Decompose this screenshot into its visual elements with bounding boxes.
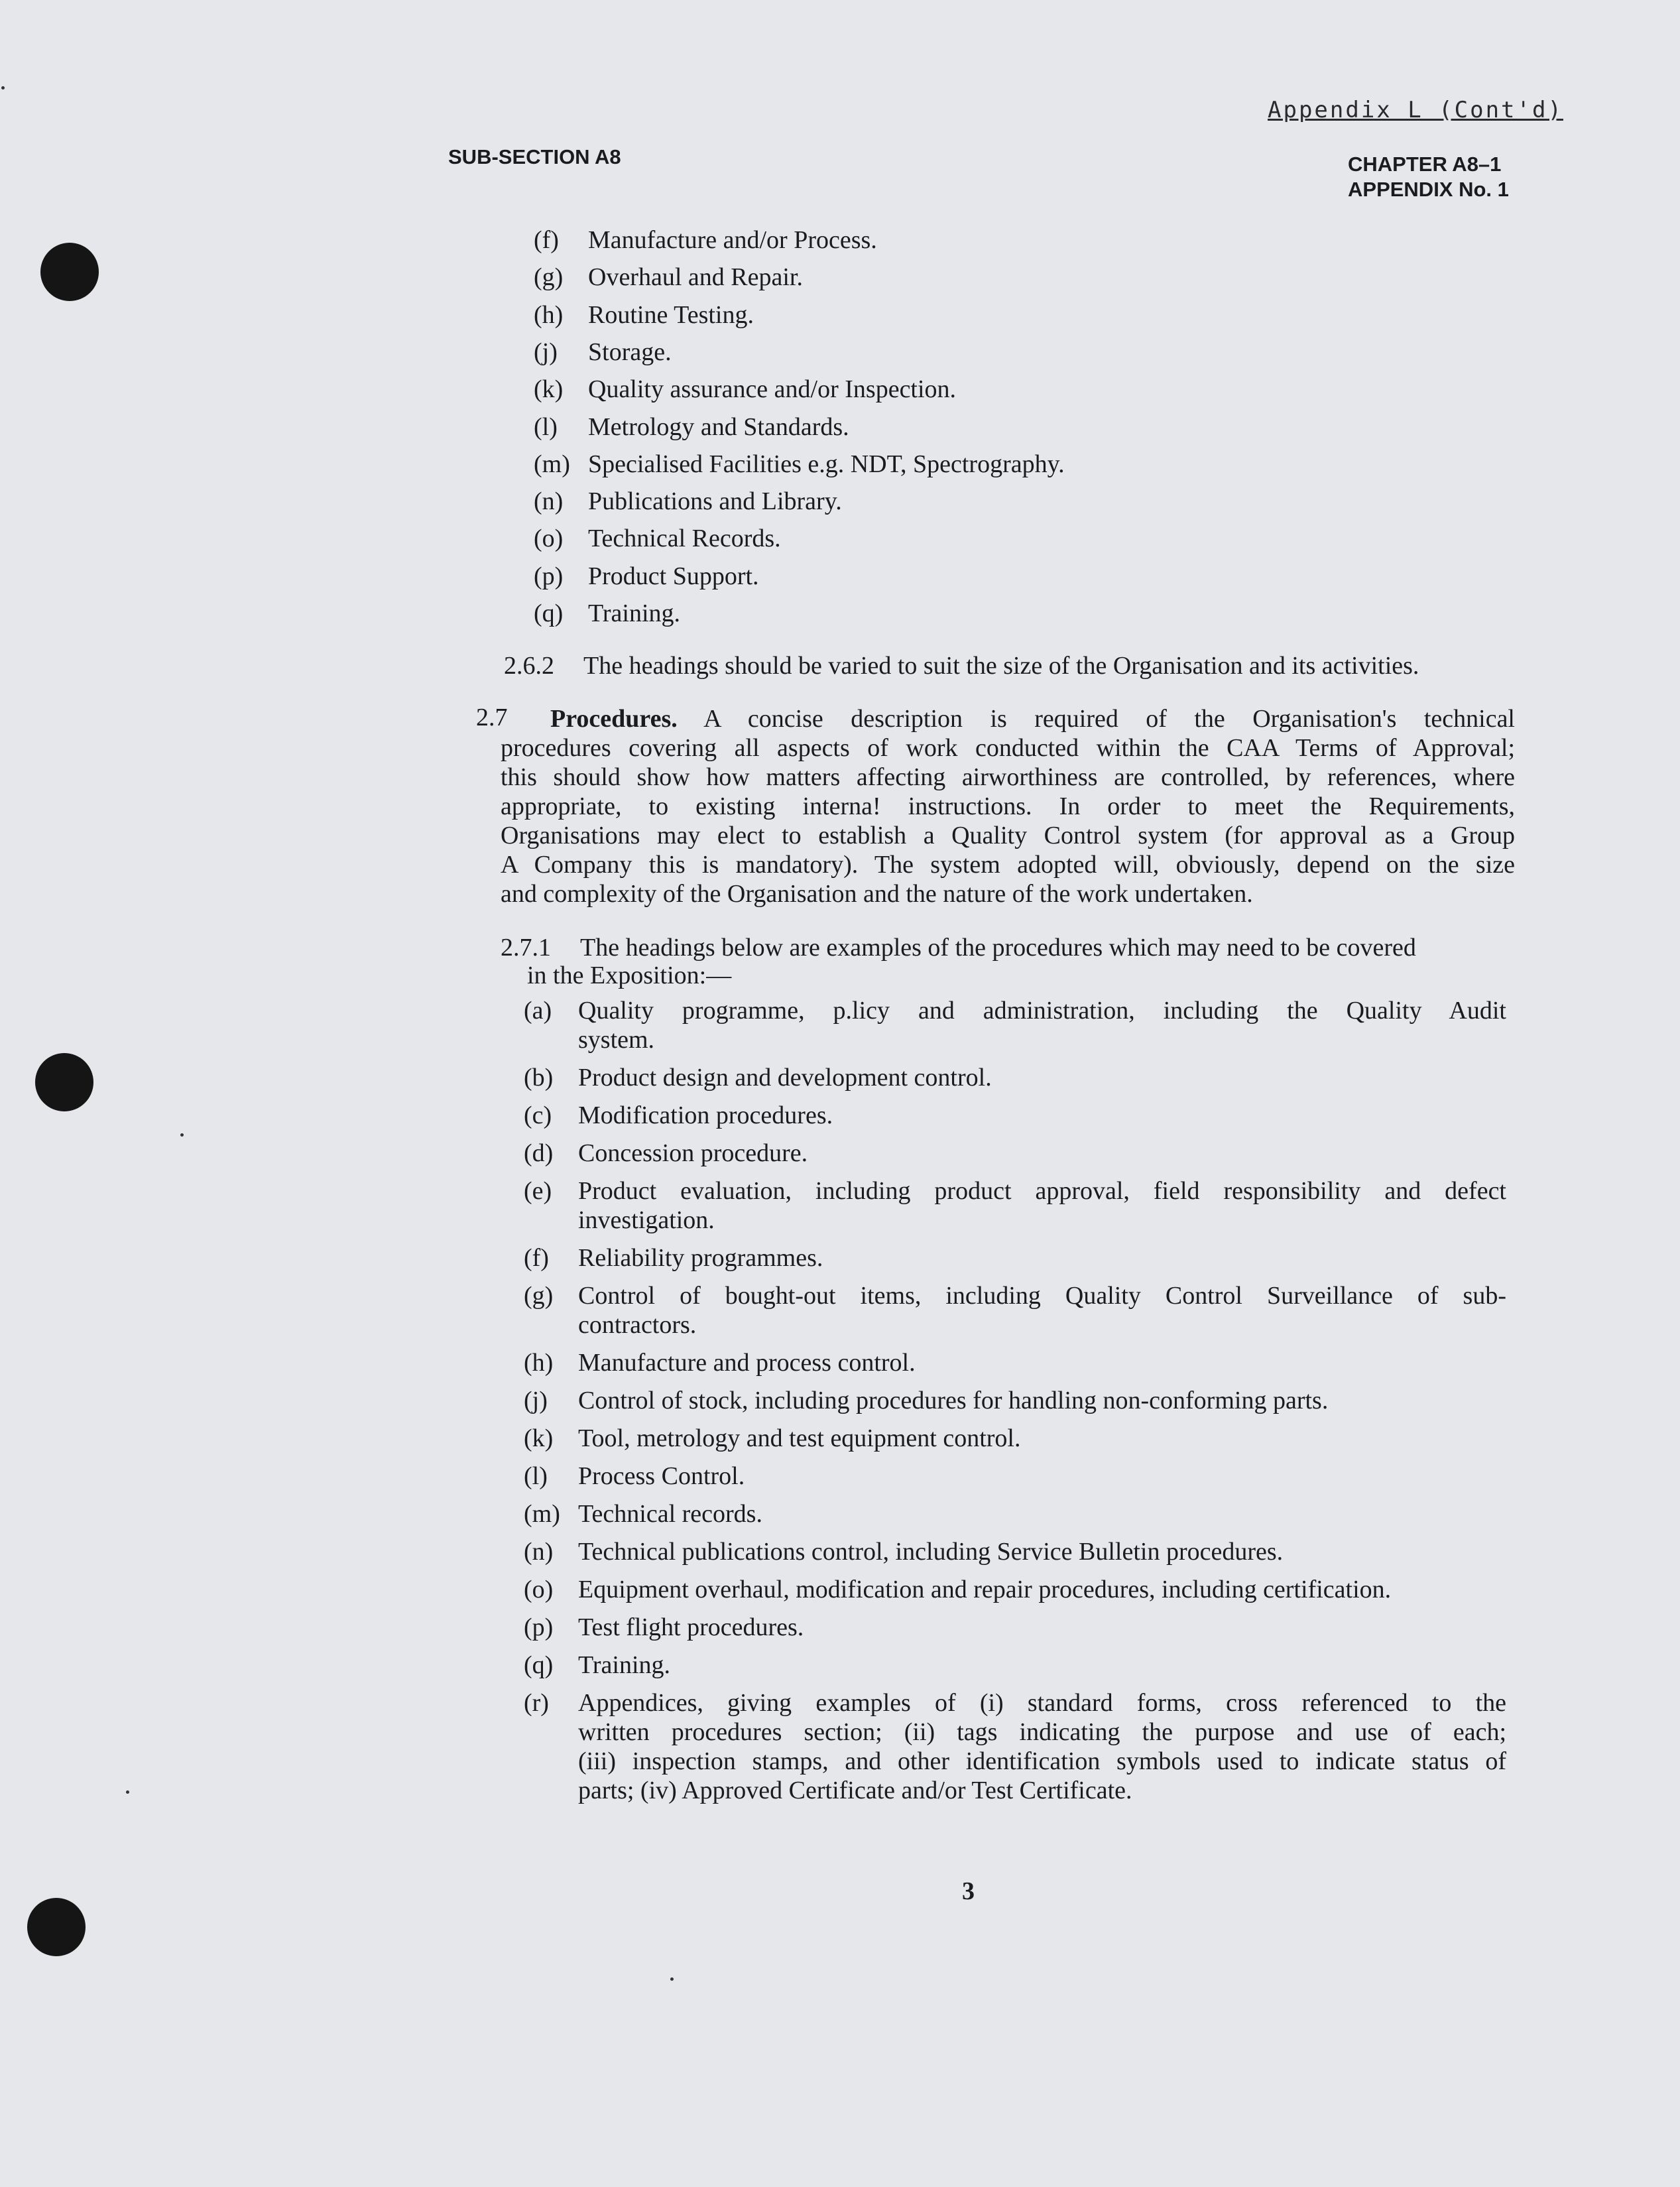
list-item: [524, 1611, 1512, 1643]
list-item: [524, 1385, 1512, 1416]
list-item-text: Product evaluation, including product approval, field responsibility and defect: [578, 1177, 1506, 1205]
paragraph-number: 2.7.1: [501, 934, 551, 962]
list-item-label: (f): [534, 226, 559, 254]
list-item: [534, 560, 759, 592]
list-item-label: (o): [524, 1576, 554, 1603]
paragraph-2-7-1: [501, 932, 1515, 989]
list-item-label: (a): [524, 997, 552, 1025]
list-item: [524, 1460, 1512, 1492]
list-item: [534, 261, 803, 293]
list-item-label: (m): [524, 1500, 560, 1528]
list-item-label: (n): [534, 487, 564, 516]
list-item-text: Test flight procedures.: [578, 1613, 804, 1641]
list-item-text: parts; (iv) Approved Certificate and/or Test Certificate.: [578, 1777, 1132, 1804]
list-item-text: Quality assurance and/or Inspection.: [588, 375, 957, 404]
list-item-text: Manufacture and process control.: [578, 1349, 916, 1377]
list-item: [524, 1422, 1512, 1454]
list-item-label: (n): [524, 1538, 554, 1566]
list-item-text: Reliability programmes.: [578, 1244, 823, 1272]
list-item-label: (c): [524, 1101, 552, 1129]
list-item-text: contractors.: [578, 1311, 697, 1339]
list-item-text: Technical Records.: [588, 525, 781, 553]
list-item-label: (h): [534, 300, 564, 329]
list-item: [524, 1175, 1512, 1234]
list-item-text: Product design and development control.: [578, 1064, 992, 1092]
list-item: [534, 597, 681, 629]
list-item: [534, 448, 1065, 480]
list-item-label: (d): [524, 1139, 554, 1167]
list-item: [524, 995, 1512, 1054]
sub-section-label: SUB-SECTION A8: [448, 145, 621, 168]
paragraph-line: appropriate, to existing interna! instructions. In order to meet the Requirements,: [501, 792, 1515, 820]
list-item-text: Routine Testing.: [588, 300, 754, 329]
paragraph-line: A Company this is mandatory). The system adopted will, obviously, depend on the size: [501, 851, 1515, 879]
list-item: [524, 1099, 1512, 1131]
list-item-label: (l): [524, 1462, 548, 1490]
list-item-text: system.: [578, 1026, 655, 1054]
list-item-text: Process Control.: [578, 1462, 745, 1490]
list-item: [524, 1137, 1512, 1169]
list-item-label: (l): [534, 412, 558, 441]
paragraph-2-7: [501, 704, 1515, 908]
paragraph-line-text: A concise description is required of the Organisation's technical: [703, 705, 1515, 733]
list-item: [524, 1347, 1512, 1379]
paragraph-text: in the Exposition:—: [527, 962, 732, 989]
list-item-text: (iii) inspection stamps, and other identification symbols used to indicate status of: [578, 1747, 1506, 1775]
list-item-text: Training.: [588, 599, 681, 627]
list-item-label: (q): [524, 1651, 554, 1679]
list-item-text: Product Support.: [588, 562, 759, 590]
list-item-text: Modification procedures.: [578, 1101, 833, 1129]
punch-hole-middle: [35, 1053, 93, 1111]
list-item-text: Technical publications control, including Service Bulletin procedures.: [578, 1538, 1284, 1566]
list-item-label: (p): [524, 1613, 554, 1641]
list-item: [524, 1536, 1512, 1568]
list-item-label: (p): [534, 562, 564, 590]
list-item: [534, 523, 781, 554]
list-item-label: (r): [524, 1689, 549, 1717]
list-item-text: Technical records.: [578, 1500, 762, 1528]
list-item-text: written procedures section; (ii) tags indicating the purpose and use of each;: [578, 1718, 1506, 1746]
paragraph-line: procedures covering all aspects of work conducted within the CAA Terms of Approval;: [501, 734, 1515, 762]
list-item-text: Equipment overhaul, modification and repair procedures, including certification.: [578, 1576, 1392, 1603]
list-item-label: (j): [524, 1387, 548, 1414]
list-item-text: Control of stock, including procedures for handling non-conforming parts.: [578, 1387, 1329, 1414]
speck: [670, 1977, 674, 1981]
list-item-label: (h): [524, 1349, 554, 1377]
punch-hole-top: [40, 243, 99, 301]
list-item-text: Concession procedure.: [578, 1139, 808, 1167]
list-item-text: Tool, metrology and test equipment control.: [578, 1424, 1021, 1452]
list-item: [534, 336, 672, 368]
procedures-heading: Procedures.: [550, 705, 678, 733]
paragraph-line: Organisations may elect to establish a Quality Control system (for approval as a Group: [501, 822, 1515, 849]
paragraph-number-2-7: 2.7: [476, 704, 508, 731]
list-item-text: Quality programme, p.licy and administration, including the Quality Audit: [578, 997, 1506, 1025]
list-item: [524, 1062, 1512, 1094]
punch-hole-bottom: [27, 1898, 86, 1956]
list-item-label: (m): [534, 450, 570, 478]
appendix-label: APPENDIX No. 1: [1348, 178, 1509, 201]
list-item-text: Manufacture and/or Process.: [588, 226, 877, 254]
list-item-label: (e): [524, 1177, 552, 1205]
list-item: [524, 1280, 1512, 1339]
list-item-text: Storage.: [588, 338, 672, 366]
paragraph-line: and complexity of the Organisation and the nature of the work undertaken.: [501, 880, 1253, 908]
list-item-label: (q): [534, 599, 564, 627]
list-item: [534, 373, 957, 405]
list-item-label: (g): [534, 263, 564, 292]
handwritten-note: Appendix L (Cont'd): [1268, 97, 1563, 123]
list-item-label: (g): [524, 1282, 554, 1310]
list-item-label: (o): [534, 525, 564, 553]
list-item-text: Training.: [578, 1651, 671, 1679]
list-item-label: (j): [534, 338, 558, 366]
paragraph-text: The headings below are examples of the procedures which may need to be covered: [580, 934, 1416, 962]
list-item-text: Overhaul and Repair.: [588, 263, 803, 292]
paragraph-text: The headings should be varied to suit the size of the Organisation and its activities.: [583, 652, 1419, 680]
page-number: 3: [962, 1877, 975, 1905]
paragraph-line: this should show how matters affecting airworthiness are controlled, by references, where: [501, 763, 1515, 791]
list-item-label: (b): [524, 1064, 554, 1092]
list-item-text: Metrology and Standards.: [588, 412, 849, 441]
list-item: [534, 224, 877, 256]
chapter-label: CHAPTER A8–1: [1348, 153, 1502, 176]
list-item: [524, 1242, 1512, 1274]
list-item: [534, 485, 842, 517]
paragraph-2-6-2: [504, 650, 1419, 682]
list-item-text: Control of bought-out items, including Quality Control Surveillance of sub-: [578, 1282, 1506, 1310]
speck: [126, 1790, 129, 1794]
list-item: [524, 1574, 1512, 1605]
list-item-label: (f): [524, 1244, 549, 1272]
paragraph-number: 2.6.2: [504, 652, 554, 680]
list-item-text: Publications and Library.: [588, 487, 842, 516]
list-item-text: Specialised Facilities e.g. NDT, Spectrography.: [588, 450, 1065, 478]
list-item: [524, 1498, 1512, 1530]
list-item-text: Appendices, giving examples of (i) standard forms, cross referenced to the: [578, 1689, 1506, 1717]
list-item-label: (k): [534, 375, 564, 404]
list-item-text: investigation.: [578, 1206, 715, 1234]
list-item: [524, 1687, 1512, 1804]
list-item: [524, 1649, 1512, 1681]
speck: [180, 1133, 184, 1137]
speck: [1, 86, 5, 90]
paragraph-line: [501, 704, 1515, 733]
list-item: [534, 411, 849, 443]
list-item: [534, 299, 754, 331]
list-item-label: (k): [524, 1424, 554, 1452]
